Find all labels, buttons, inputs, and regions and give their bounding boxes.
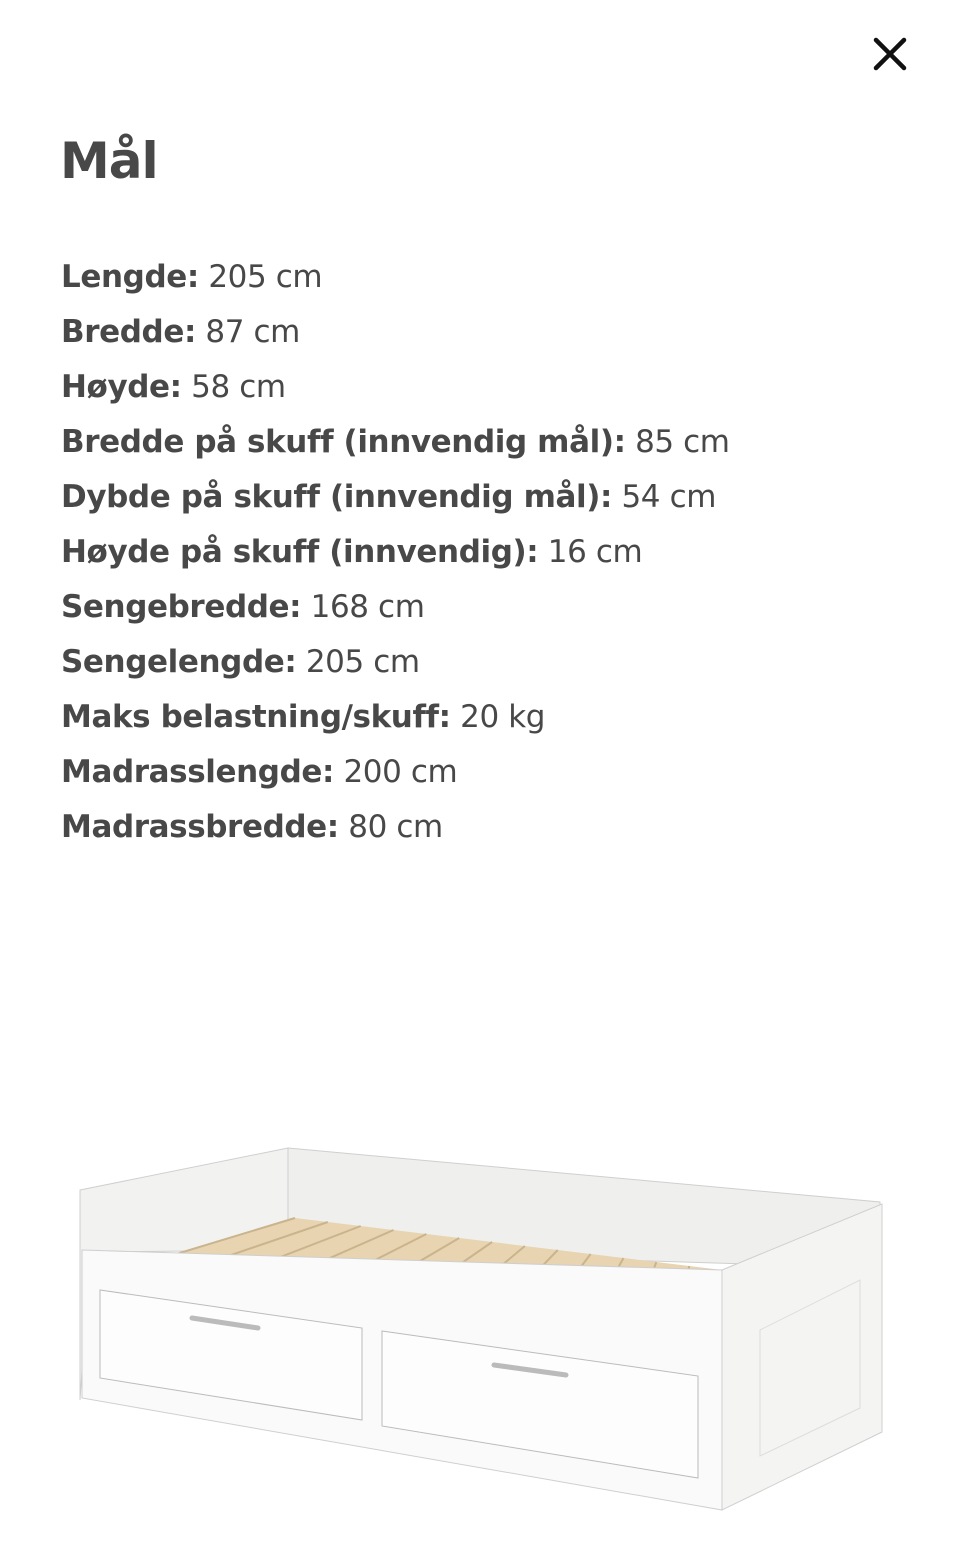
dimension-item xyxy=(61,580,730,635)
dimension-value: 58 cm xyxy=(191,369,286,405)
product-image-daybed xyxy=(70,1140,890,1520)
dimension-value: 87 cm xyxy=(205,314,300,350)
dimension-label: Sengelengde: xyxy=(61,644,297,680)
dimension-label: Høyde på skuff (innvendig): xyxy=(61,534,539,570)
dimension-value: 80 cm xyxy=(348,809,443,845)
dimension-value: 200 cm xyxy=(343,754,458,790)
dimension-item xyxy=(61,800,730,855)
dimension-item xyxy=(61,635,730,690)
dimension-item xyxy=(61,470,730,525)
dimension-label: Dybde på skuff (innvendig mål): xyxy=(61,479,612,515)
close-icon xyxy=(866,30,914,78)
dimension-label: Sengebredde: xyxy=(61,589,302,625)
dimension-item xyxy=(61,305,730,360)
dimension-item xyxy=(61,415,730,470)
dimension-label: Bredde på skuff (innvendig mål): xyxy=(61,424,626,460)
dimension-label: Madrasslengde: xyxy=(61,754,334,790)
dimension-value: 205 cm xyxy=(208,259,323,295)
dimension-item xyxy=(61,360,730,415)
dimension-value: 20 kg xyxy=(460,699,546,735)
dimension-value: 85 cm xyxy=(635,424,730,460)
dimension-label: Høyde: xyxy=(61,369,182,405)
dimension-item xyxy=(61,690,730,745)
dimension-item xyxy=(61,745,730,800)
page-title: Mål xyxy=(60,132,158,190)
dimension-value: 168 cm xyxy=(310,589,425,625)
dimension-value: 54 cm xyxy=(621,479,717,515)
dimension-item xyxy=(61,250,730,305)
dimension-label: Maks belastning/skuff: xyxy=(61,699,451,735)
dimension-value: 205 cm xyxy=(305,644,420,680)
dimension-label: Madrassbredde: xyxy=(61,809,339,845)
close-button[interactable] xyxy=(866,30,914,78)
dimension-value: 16 cm xyxy=(547,534,643,570)
dimensions-list xyxy=(61,250,730,855)
dimension-label: Lengde: xyxy=(61,259,199,295)
dimension-label: Bredde: xyxy=(61,314,196,350)
dimension-item xyxy=(61,525,730,580)
